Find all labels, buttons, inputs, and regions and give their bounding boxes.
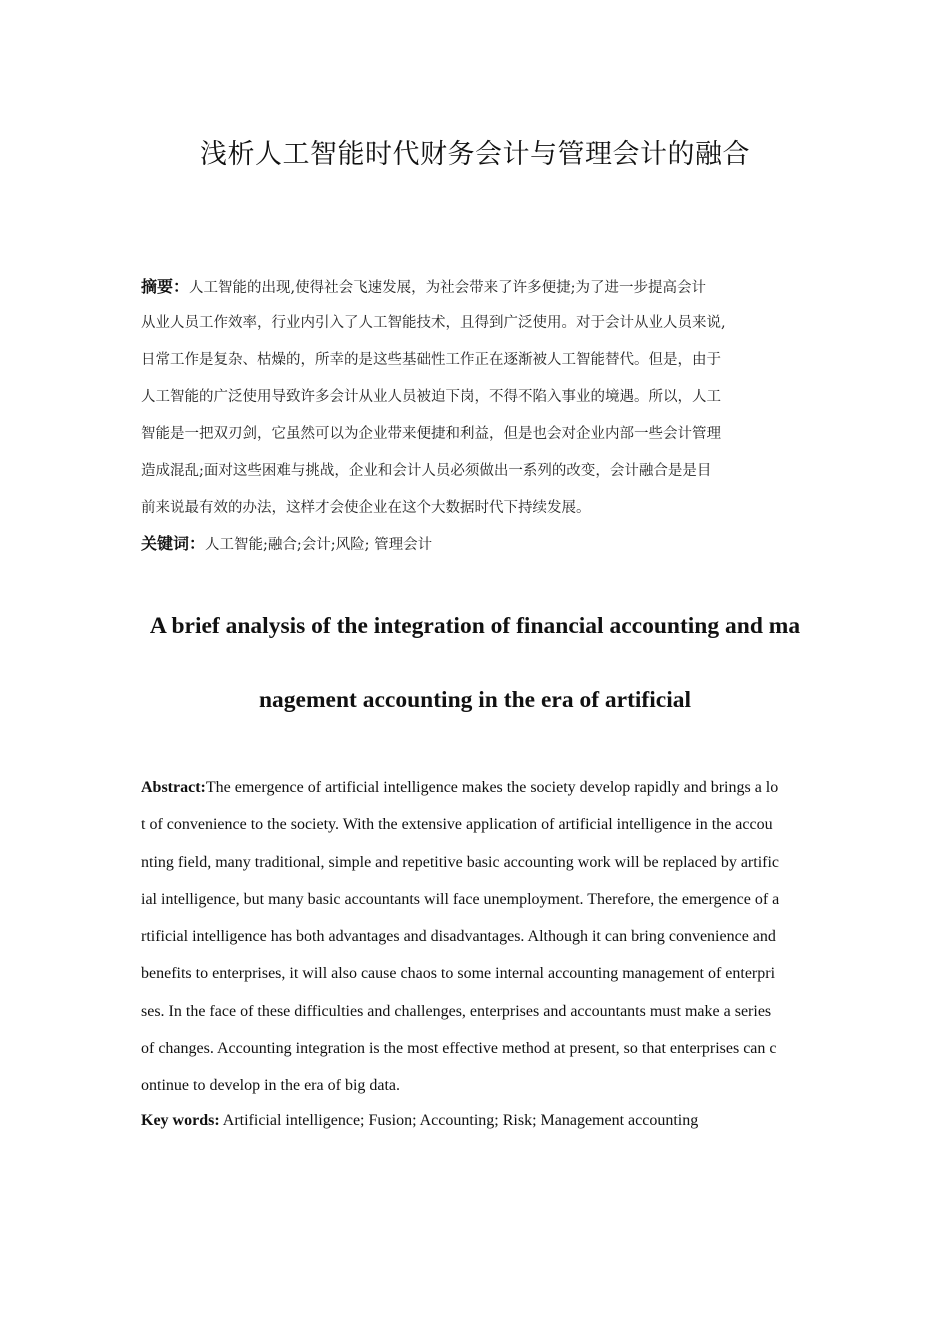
chinese-abstract-line: 前来说最有效的办法，这样才会使企业在这个大数据时代下持续发展。 [141,500,591,516]
english-title-line-1: A brief analysis of the integration of financial accounting and ma [149,613,801,639]
chinese-abstract-label: 摘要： [141,277,190,296]
english-abstract [141,769,821,1105]
english-keywords-label: Key words: [141,1112,220,1129]
english-abstract-line: ses. In the face of these difficulties and challenges, enterprises and accountants must make a series [141,1002,772,1020]
chinese-title: 浅析人工智能时代财务会计与管理会计的融合 [200,139,750,170]
english-abstract-line: ontinue to develop in the era of big data. [141,1077,401,1095]
chinese-abstract-line [141,268,819,305]
english-abstract-label: Abstract: [141,779,206,796]
english-abstract-line: t of convenience to the society. With the extensive application of artificial intelligence in the accou [141,816,773,834]
chinese-keywords [141,527,819,561]
chinese-abstract-text: 人工智能的出现,使得社会飞速发展，为社会带来了许多便捷;为了进一步提高会计 [189,280,707,296]
chinese-abstract-line: 造成混乱;面对这些困难与挑战，企业和会计人员必须做出一系列的改变，会计融合是是目 [141,463,712,479]
english-abstract-text: The emergence of artificial intelligence makes the society develop rapidly and brings a lo [205,779,779,796]
chinese-abstract-line: 智能是一把双刃剑，它虽然可以为企业带来便捷和利益，但是也会对企业内部一些会计管理 [141,426,721,442]
chinese-abstract-line: 日常工作是复杂、枯燥的，所幸的是这些基础性工作正在逐渐被人工智能替代。但是，由于 [141,352,721,368]
english-keywords-text: Artificial intelligence; Fusion; Accounting; Risk; Management accounting [219,1112,699,1129]
english-abstract-line: benefits to enterprises, it will also cause chaos to some internal accounting management of enterpri [141,965,776,983]
english-abstract-line: of changes. Accounting integration is the most effective method at present, so that enterprises can c [141,1040,777,1058]
english-abstract-line: nting field, many traditional, simple and repetitive basic accounting work will be replaced by artific [141,853,780,871]
chinese-abstract [141,268,819,561]
chinese-abstract-line: 人工智能的广泛使用导致许多会计从业人员被迫下岗，不得不陷入事业的境遇。所以，人工 [141,389,721,405]
chinese-keywords-text: 人工智能;融合;会计;风险; 管理会计 [205,537,433,553]
english-title-line-2: nagement accounting in the era of artificial [258,687,692,713]
english-abstract-line: ial intelligence, but many basic accountants will face unemployment. Therefore, the emergence of a [141,890,780,908]
chinese-abstract-line: 从业人员工作效率，行业内引入了人工智能技术，且得到广泛使用。对于会计从业人员来说, [141,315,726,331]
english-keywords [141,1112,698,1130]
english-abstract-line [141,769,821,806]
chinese-keywords-label: 关键词： [141,534,206,553]
english-abstract-line: rtificial intelligence has both advantages and disadvantages. Although it can bring convenience and [141,928,776,946]
